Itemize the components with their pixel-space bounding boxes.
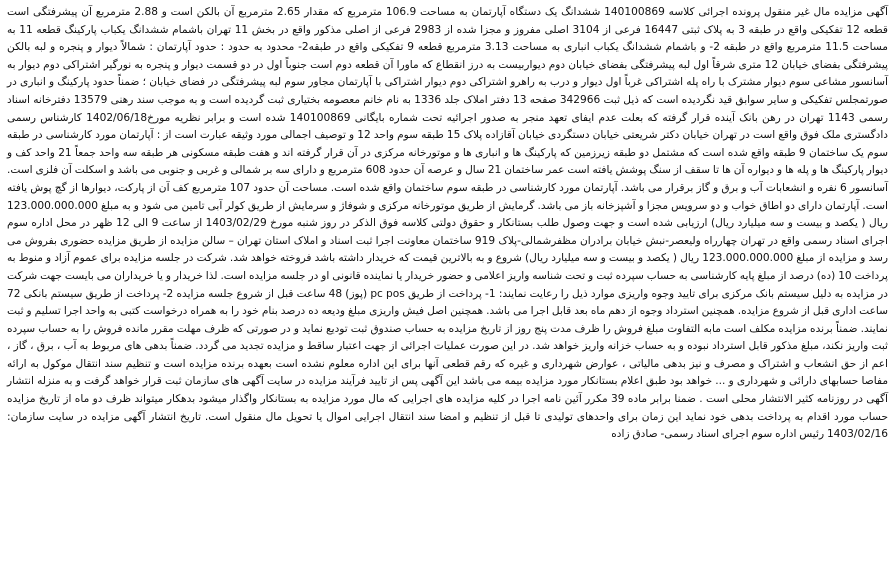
notice-body-text: آگهی مزایده مال غیر منقول پرونده اجرائی کلاسه 140100869 ششدانگ یک دستگاه آپارتمان به مساحت 106.9 مترمربع که مقدار 2.65 مترمربع آن بالکن است و 2.88 مترمربع آن پیشرفتگی است قطعه 12 تفکیکی واقع در طبقه 3 به پلاک ثبتی 16447 فرعی از 3104 اصلی مفروز و مجزا شده از 2983 فرعی از اصلی مذکور واقع در بخش 11 تهران باشمام ششدانگ یکباب پارکینگ قطعه 11 به مساحت 11.5 مترمربع واقع در طبقه 2- و باشمام ششدانگ یکباب انباری به مساحت 3.13 مترمربع قطعه 9 تفکیکی واقع در طبقه2- محدود به حدود : حدود آپارتمان : شمالاً دیوار و پنجره و لبه بالکن پیشرفتگی بفضای خیابان 12 متری شرقاً اول لبه پیشرفتگی بفضای خیابان دوم دیواربیست به درز انقطاع که ماورا آن قطعه دوم است جنوباً اول در دو قسمت دیوار و پنجره به نورگیر اشتراکی دوم دیوار به آسانسور مشاعی سوم دیوار مشترک با راه پله اشتراکی غرباً اول دیوار و درب به راهرو اشتراکی دوم دیوار اشتراکی با آپارتمان مجاور سوم لبه پیشرفتگی در فضای خیابان ؛ ضمناً حدود پارکینگ و انباری در صورتمجلس تفکیکی و سایر سوابق قید نگردیده است که ذیل ثبت 342966 صفحه 13 دفتر املاک جلد 1336 به نام خانم معصومه بختیاری ثبت گردیده است و به موجب سند رهنی 13579 دفترخانه اسناد رسمی 1143 تهران در رهن بانک آینده قرار گرفته که بعلت عدم ایفای تعهد منجر به صدور اجرائیه تحت شماره بایگانی 140100869 شده است و برابر نظریه مورخ1402/06/18 کارشناس رسمی دادگستری ملک فوق واقع است در تهران خیابان دکتر شریعتی خیابان دستگردی خیابان آقازاده پلاک 15 طبقه سوم واحد 12 و توصیف اجمالی مورد وثیقه عبارت است از : آپارتمان مورد کارشناسی در طبقه سوم یک ساختمان 9 طبقه واقع شده است که مشتمل دو طبقه زیرزمین که پارکینگ ها و انباری ها و موتورخانه مرکزی در آن قرار گرفته اند و هفت طبقه مسکونی هر طبقه سه واحد جمعاً 21 واحد کف و دیوار پارکینگ ها و پله ها و دیواره آن ها تا سقف از سنگ پوشش یافته است عمر ساختمان 21 سال و عرصه آن حدود 608 مترمربع و دارای سه بر شمالی و غربی و جنوبی می باشد و اسکلت آن فلزی است. آسانسور 6 نفره و انشعابات آب و برق و گاز برقرار می باشد. آپارتمان مورد کارشناسی در طبقه سوم ساختمان واقع شده است. مساحت آن حدود 107 مترمربع کف آن از پارکت، دیوارها از گچ پوش یافته است. آپارتمان دارای دو اطاق خواب و دو سرویس مجزا و آشپزخانه باز می باشد. گرمایش از طریق موتورخانه مرکزی و شوفاژ و سرمایش از طریق کولر آبی تامین می شود و به مبلغ 123.000.000.000 ریال ( یکصد و بیست و سه میلیارد ریال) ارزیابی شده است و جهت وصول طلب بستانکار و حقوق دولتی کلاسه فوق الذکر در روز شنبه مورخ 1403/02/29 از ساعت 9 الی 12 ظهر در محل اداره سوم اجرای اسناد رسمی واقع در تهران چهارراه ولیعصر-نبش خیابان برادران مظفرشمالی-پلاک 919 ساختمان معاونت اجرا ثبت اسناد و املاک استان تهران – سالن مزایده از طریق مزایده حضوری بفروش می رسد و مزایده از مبلغ 123.000.000.000 ریال ( یکصد و بیست و سه میلیارد ریال) شروع و به بالاترین قیمت که خریدار داشته باشد فروخته خواهد شد. شرکت در جلسه مزایده برای عموم آزاد و منوط به پرداخت 10 (ده) درصد از مبلغ پایه کارشناسی به حساب سپرده ثبت و تحت شناسه واریز اعلامی و حضور خریدار یا نماینده قانونی او در جلسه مزایده است. لذا خریدار و یا خریداران می بایست جهت شرکت در مزایده به دلیل سیستم بانک مرکزی برای تایید وجوه واریزی موارد ذیل را رعایت نمایند: 1- پرداخت از طریق pc pos (پوز) 48 ساعت قبل از شروع جلسه مزایده 2- پرداخت از طریق سیستم بانکی 72 ساعت اداری قبل از شروع مزایده. همچنین استرداد وجوه از دهم ماه بعد قابل اجرا می باشد. همچنین اصل فیش واریزی مبلغ ودیعه ده درصد بنام خود را به همراه درخواست کتبی به واحد اجرا تسلیم و ثبت نمایند. ضمناً برنده مزایده مکلف است مابه التفاوت مبلغ فروش را ظرف مدت پنج روز از تاریخ مزایده به حساب صندوق ثبت تودیع نماید و در صورتی که ظرف مهلت مقرر مانده فروش را به حساب سپرده ثبت واریز نکند، مبلغ مذکور قابل استرداد نبوده و به حساب خزانه واریز خواهد شد. در این صورت عملیات اجرائی از جهت اعتبار ساقط و مزایده تجدید می گردد. ضمناً بدهی های مربوط به آب ، برق ، گاز ، اعم از حق انشعاب و اشتراک و مصرف و نیز بدهی مالیاتی ، عوارض شهرداری و غیره که رقم قطعی آنها برای این اداره معلوم نشده است بعهده برنده مزایده است و تنظیم سند انتقال موکول به ارائه مفاصا حسابهای دارائی و شهرداری و ... خواهد بود طبق اعلام بستانکار مورد مزایده بیمه می باشد این آگهی پس از تایید فرآیند مزایده در سایت آگهی های سازمان ثبت قرار خواهد گرفت و به منزله انتشار آگهی در روزنامه کثیر الانتشار محلی است . ضمنا برابر ماده 39 مکرر آئین نامه اجرا در کلیه مزایده های اجرایی که مال مورد مزایده به بستانکار واگذار میشود بدهکار میتواند ظرف دو ماه از تاریخ مزایده حساب مورد اقدام به پرداخت بدهی خود نماید این زمان برای واحدهای تولیدی تا قبل از تنظیم و امضا سند انتقال اجرایی اموال یا تحویل مال منقول است. تاریخ انتشار آگهی مزایده در سایت سازمان: 1403/02/16 رئیس اداره سوم اجرای اسناد رسمی- صادق زاده [7, 6, 889, 441]
